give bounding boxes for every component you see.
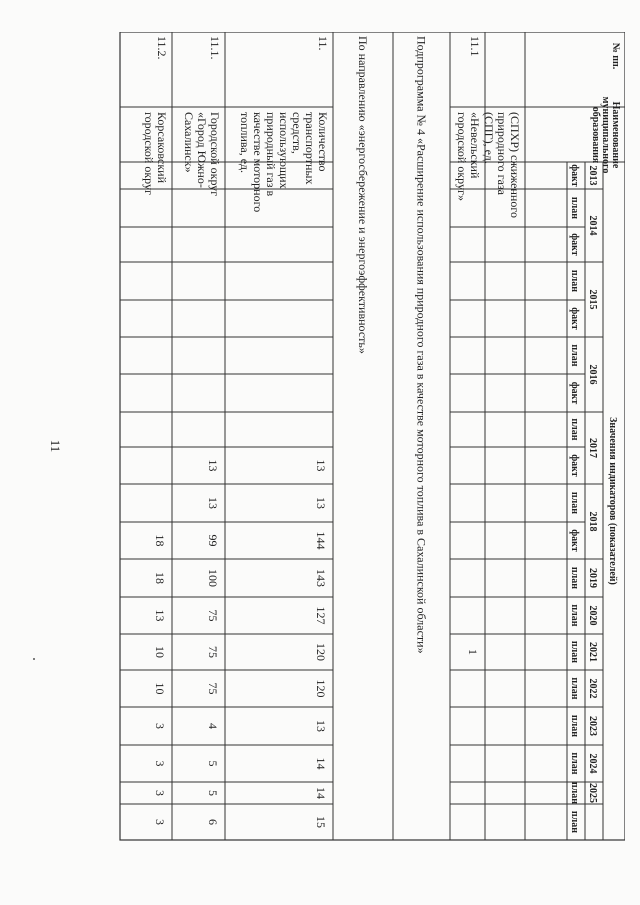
table-cell-value: 1 (466, 649, 480, 655)
header-year: 2020 (587, 605, 598, 626)
row-name-line: (СПХР) сжиженного (508, 112, 522, 218)
row-name-line: природного газа (495, 112, 509, 195)
row-name-line: Сахалинск» (182, 112, 196, 173)
header-plan: план (569, 566, 580, 590)
header-fact: факт (569, 164, 580, 187)
header-name-line: образования (590, 106, 601, 164)
row-name-line: использующих (277, 112, 291, 189)
table-cell-value: 18 (153, 534, 167, 547)
header-year: 2015 (587, 289, 598, 310)
table-cell-value: 5 (206, 760, 220, 767)
table-cell-value: 13 (314, 720, 328, 732)
row-number: 11.1 (468, 36, 482, 57)
header-number: № пп. (610, 42, 621, 70)
scan-speck (33, 658, 35, 660)
header-plan: план (569, 344, 580, 367)
header-year: 2014 (587, 215, 598, 236)
row-name-line: городской округ» (455, 112, 469, 201)
table-cell-value: 99 (206, 534, 220, 547)
header-fact: факт (569, 529, 580, 552)
header-name-line: Наименование (610, 101, 621, 169)
row-name-line: транспортных (303, 112, 317, 185)
row-name-line: (СПГ), ед. (482, 112, 496, 164)
table-cell-value: 10 (153, 646, 167, 658)
section-heading: По направлению «энергосбережение и энергоэффективность» (356, 36, 370, 354)
section-heading: Подпрограмма № 4 «Расширение использования природного газа в качестве моторного топлива в Сахалинской области» (414, 36, 429, 654)
row-name-line: качестве моторного (251, 112, 265, 213)
header-plan: план (569, 752, 580, 775)
row-name-line: топлива, ед. (238, 112, 252, 174)
table-cell-value: 3 (153, 723, 167, 729)
table-cell-value: 75 (206, 646, 220, 658)
header-plan: план (569, 640, 580, 664)
table-cell-value: 3 (153, 790, 167, 796)
header-year: 2016 (587, 364, 598, 385)
table-cell-value: 13 (153, 609, 167, 622)
table-cell-value: 120 (314, 643, 328, 661)
row-number: 11. (316, 36, 330, 51)
header-plan: план (569, 418, 580, 441)
header-year: 2013 (587, 165, 598, 186)
table-cell-value: 6 (206, 819, 220, 825)
table-cell-value: 3 (153, 819, 167, 825)
table-cell-value: 120 (314, 679, 328, 698)
table-cell-value: 13 (314, 497, 328, 509)
row-number: 11.2. (155, 36, 169, 60)
table-cell-value: 75 (206, 682, 220, 695)
row-name-line: Корсаковский (155, 112, 169, 184)
row-name-line: средств, (290, 112, 304, 154)
table-cell-value: 143 (314, 569, 328, 587)
table-cell-value: 10 (153, 682, 167, 695)
table-cell-value: 15 (314, 816, 328, 828)
table-cell-value: 5 (206, 790, 220, 796)
table-cell-value: 18 (153, 572, 167, 584)
table-cell-value: 4 (206, 723, 220, 729)
header-fact: факт (569, 233, 580, 256)
header-plan: план (569, 269, 580, 293)
row-name-line: Городской округ (208, 112, 222, 197)
indicator-table-grid (90, 32, 625, 842)
header-year: 2018 (587, 511, 598, 532)
indicator-table (90, 32, 625, 842)
header-year: 2024 (587, 753, 598, 774)
table-cell-value: 100 (206, 569, 220, 587)
header-fact: факт (569, 307, 580, 330)
row-name-line: природный газ в (264, 112, 278, 197)
table-cell-value: 127 (314, 606, 328, 625)
header-group-title: Значения индикаторов (показателей) (607, 417, 618, 585)
row-name-line: Количество (316, 112, 330, 172)
header-year: 2023 (587, 716, 598, 736)
header-plan: план (569, 604, 580, 627)
header-fact: факт (569, 454, 580, 477)
table-cell-value: 13 (314, 459, 328, 472)
table-cell-value: 14 (314, 787, 328, 799)
page-number: 11 (48, 439, 63, 453)
header-year: 2022 (587, 678, 598, 699)
header-name-line: муниципального (600, 96, 611, 174)
header-year: 2017 (587, 438, 598, 458)
header-plan: план (569, 677, 580, 700)
table-cell-value: 3 (153, 760, 167, 767)
row-number: 11.1. (208, 36, 222, 60)
table-cell-value: 13 (206, 459, 220, 472)
header-year: 2025 (587, 783, 598, 803)
header-plan: план (569, 810, 580, 834)
row-name-line: городской округ (142, 112, 156, 195)
table-cell-value: 14 (314, 757, 328, 770)
table-cell-value: 13 (206, 497, 220, 509)
table-cell-value: 144 (314, 531, 328, 550)
row-name-line: «Город Южно- (195, 112, 209, 188)
row-name-line: «Невельский (468, 112, 482, 179)
header-year: 2019 (587, 568, 598, 588)
header-fact: факт (569, 381, 580, 405)
header-plan: план (569, 714, 580, 738)
header-plan: план (569, 781, 580, 805)
header-year: 2021 (587, 642, 598, 662)
table-cell-value: 75 (206, 609, 220, 622)
header-plan: план (569, 491, 580, 515)
header-plan: план (569, 196, 580, 220)
